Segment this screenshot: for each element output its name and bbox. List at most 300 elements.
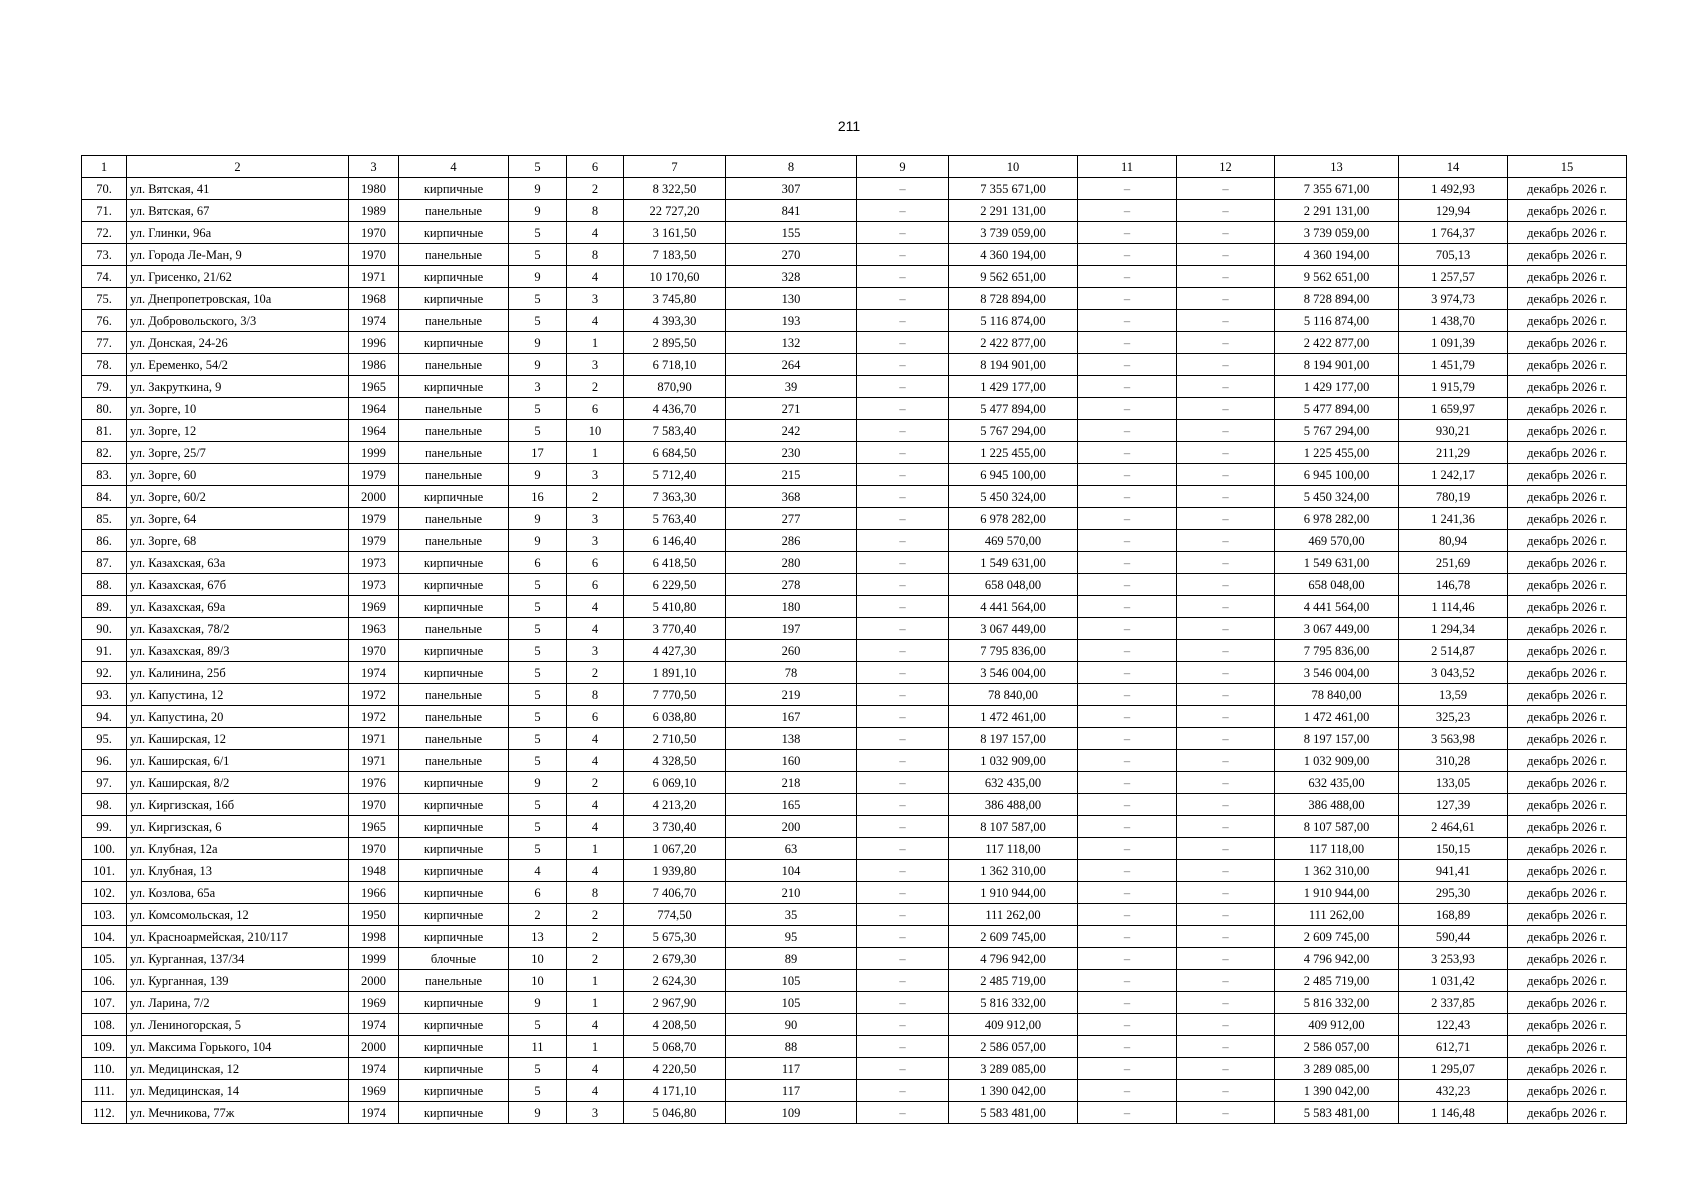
table-cell-col-5: 5: [509, 816, 567, 838]
table-cell-col-1: 112.: [82, 1102, 127, 1124]
table-cell-col-14: 146,78: [1399, 574, 1508, 596]
table-cell-col-13: 3 546 004,00: [1275, 662, 1399, 684]
table-cell-col-8: 104: [726, 860, 857, 882]
table-cell-col-12: –: [1177, 376, 1275, 398]
table-cell-col-7: 4 427,30: [624, 640, 726, 662]
table-cell-col-11: –: [1078, 486, 1177, 508]
table-cell-col-7: 3 730,40: [624, 816, 726, 838]
table-cell-col-9: –: [857, 222, 949, 244]
table-cell-col-14: 941,41: [1399, 860, 1508, 882]
table-cell-col-4: кирпичные: [399, 1058, 509, 1080]
table-cell-col-15: декабрь 2026 г.: [1508, 1036, 1627, 1058]
table-cell-col-4: кирпичные: [399, 662, 509, 684]
table-cell-col-15: декабрь 2026 г.: [1508, 552, 1627, 574]
table-cell-col-9: –: [857, 596, 949, 618]
table-cell-col-9: –: [857, 662, 949, 684]
table-cell-col-2: ул. Курганная, 137/34: [127, 948, 349, 970]
table-cell-col-1: 109.: [82, 1036, 127, 1058]
table-cell-col-4: панельные: [399, 354, 509, 376]
table-cell-col-8: 277: [726, 508, 857, 530]
table-cell-col-3: 1973: [349, 552, 399, 574]
table-cell-col-13: 1 362 310,00: [1275, 860, 1399, 882]
table-row: [82, 508, 1627, 530]
table-cell-col-4: кирпичные: [399, 1102, 509, 1124]
table-cell-col-15: декабрь 2026 г.: [1508, 618, 1627, 640]
table-cell-col-15: декабрь 2026 г.: [1508, 266, 1627, 288]
table-cell-col-3: 1999: [349, 948, 399, 970]
table-row: [82, 882, 1627, 904]
table-cell-col-13: 8 197 157,00: [1275, 728, 1399, 750]
table-row: [82, 618, 1627, 640]
table-cell-col-5: 6: [509, 882, 567, 904]
table-cell-col-11: –: [1078, 816, 1177, 838]
table-cell-col-3: 1969: [349, 992, 399, 1014]
table-cell-col-11: –: [1078, 772, 1177, 794]
table-cell-col-15: декабрь 2026 г.: [1508, 948, 1627, 970]
table-cell-col-5: 5: [509, 706, 567, 728]
table-cell-col-13: 1 549 631,00: [1275, 552, 1399, 574]
table-cell-col-8: 219: [726, 684, 857, 706]
table-cell-col-8: 368: [726, 486, 857, 508]
table-cell-col-1: 73.: [82, 244, 127, 266]
table-cell-col-12: –: [1177, 310, 1275, 332]
table-cell-col-14: 780,19: [1399, 486, 1508, 508]
table-cell-col-12: –: [1177, 464, 1275, 486]
table-cell-col-5: 9: [509, 332, 567, 354]
table-cell-col-2: ул. Красноармейская, 210/117: [127, 926, 349, 948]
table-cell-col-2: ул. Закруткина, 9: [127, 376, 349, 398]
column-header-13: 13: [1275, 156, 1399, 178]
table-cell-col-3: 1970: [349, 794, 399, 816]
table-row: [82, 310, 1627, 332]
table-cell-col-2: ул. Добровольского, 3/3: [127, 310, 349, 332]
table-cell-col-4: панельные: [399, 508, 509, 530]
table-cell-col-3: 1969: [349, 596, 399, 618]
table-cell-col-10: 5 767 294,00: [949, 420, 1078, 442]
table-cell-col-15: декабрь 2026 г.: [1508, 354, 1627, 376]
table-cell-col-1: 95.: [82, 728, 127, 750]
table-cell-col-7: 4 436,70: [624, 398, 726, 420]
table-cell-col-10: 117 118,00: [949, 838, 1078, 860]
table-cell-col-1: 88.: [82, 574, 127, 596]
column-header-2: 2: [127, 156, 349, 178]
table-cell-col-14: 1 114,46: [1399, 596, 1508, 618]
table-cell-col-1: 81.: [82, 420, 127, 442]
table-cell-col-6: 1: [567, 992, 624, 1014]
table-cell-col-10: 8 197 157,00: [949, 728, 1078, 750]
table-cell-col-6: 2: [567, 948, 624, 970]
table-cell-col-12: –: [1177, 684, 1275, 706]
table-cell-col-13: 2 485 719,00: [1275, 970, 1399, 992]
table-cell-col-10: 78 840,00: [949, 684, 1078, 706]
table-cell-col-14: 325,23: [1399, 706, 1508, 728]
table-cell-col-13: 1 429 177,00: [1275, 376, 1399, 398]
table-cell-col-9: –: [857, 552, 949, 574]
table-cell-col-9: –: [857, 860, 949, 882]
table-cell-col-8: 95: [726, 926, 857, 948]
table-cell-col-13: 469 570,00: [1275, 530, 1399, 552]
table-cell-col-14: 1 294,34: [1399, 618, 1508, 640]
table-cell-col-10: 1 032 909,00: [949, 750, 1078, 772]
table-cell-col-13: 2 422 877,00: [1275, 332, 1399, 354]
table-row: [82, 706, 1627, 728]
table-cell-col-3: 1972: [349, 684, 399, 706]
table-cell-col-9: –: [857, 838, 949, 860]
table-cell-col-9: –: [857, 442, 949, 464]
table-cell-col-11: –: [1078, 838, 1177, 860]
table-cell-col-6: 3: [567, 1102, 624, 1124]
table-cell-col-13: 658 048,00: [1275, 574, 1399, 596]
table-cell-col-7: 3 770,40: [624, 618, 726, 640]
table-cell-col-11: –: [1078, 948, 1177, 970]
table-cell-col-4: панельные: [399, 728, 509, 750]
table-cell-col-15: декабрь 2026 г.: [1508, 750, 1627, 772]
table-cell-col-11: –: [1078, 750, 1177, 772]
housing-repair-table: [81, 155, 1627, 1124]
table-row: [82, 354, 1627, 376]
table-cell-col-12: –: [1177, 1058, 1275, 1080]
table-cell-col-11: –: [1078, 420, 1177, 442]
table-cell-col-2: ул. Глинки, 96а: [127, 222, 349, 244]
table-cell-col-9: –: [857, 266, 949, 288]
table-cell-col-2: ул. Еременко, 54/2: [127, 354, 349, 376]
table-cell-col-14: 13,59: [1399, 684, 1508, 706]
table-cell-col-1: 92.: [82, 662, 127, 684]
table-cell-col-13: 8 728 894,00: [1275, 288, 1399, 310]
table-cell-col-10: 2 586 057,00: [949, 1036, 1078, 1058]
table-cell-col-6: 3: [567, 464, 624, 486]
column-header-5: 5: [509, 156, 567, 178]
table-cell-col-11: –: [1078, 1036, 1177, 1058]
table-cell-col-2: ул. Клубная, 13: [127, 860, 349, 882]
table-cell-col-12: –: [1177, 1036, 1275, 1058]
column-header-7: 7: [624, 156, 726, 178]
table-cell-col-7: 7 183,50: [624, 244, 726, 266]
table-cell-col-12: –: [1177, 1080, 1275, 1102]
table-cell-col-12: –: [1177, 552, 1275, 574]
table-cell-col-13: 8 107 587,00: [1275, 816, 1399, 838]
table-cell-col-14: 590,44: [1399, 926, 1508, 948]
table-cell-col-2: ул. Каширская, 12: [127, 728, 349, 750]
table-cell-col-8: 271: [726, 398, 857, 420]
table-cell-col-1: 77.: [82, 332, 127, 354]
table-cell-col-12: –: [1177, 794, 1275, 816]
table-cell-col-11: –: [1078, 178, 1177, 200]
table-cell-col-12: –: [1177, 640, 1275, 662]
table-cell-col-5: 3: [509, 376, 567, 398]
table-cell-col-11: –: [1078, 926, 1177, 948]
table-cell-col-4: кирпичные: [399, 816, 509, 838]
table-cell-col-2: ул. Донская, 24-26: [127, 332, 349, 354]
table-cell-col-10: 469 570,00: [949, 530, 1078, 552]
table-cell-col-4: кирпичные: [399, 860, 509, 882]
table-cell-col-6: 4: [567, 1058, 624, 1080]
table-row: [82, 200, 1627, 222]
table-cell-col-9: –: [857, 618, 949, 640]
table-row: [82, 794, 1627, 816]
table-cell-col-5: 5: [509, 574, 567, 596]
table-cell-col-11: –: [1078, 442, 1177, 464]
table-cell-col-3: 1948: [349, 860, 399, 882]
table-row: [82, 662, 1627, 684]
table-cell-col-15: декабрь 2026 г.: [1508, 838, 1627, 860]
table-cell-col-8: 193: [726, 310, 857, 332]
table-cell-col-1: 100.: [82, 838, 127, 860]
table-cell-col-1: 97.: [82, 772, 127, 794]
table-cell-col-12: –: [1177, 1014, 1275, 1036]
table-row: [82, 948, 1627, 970]
table-cell-col-15: декабрь 2026 г.: [1508, 992, 1627, 1014]
table-cell-col-1: 98.: [82, 794, 127, 816]
table-cell-col-1: 90.: [82, 618, 127, 640]
table-cell-col-13: 5 583 481,00: [1275, 1102, 1399, 1124]
table-cell-col-3: 1971: [349, 266, 399, 288]
table-cell-col-3: 1965: [349, 376, 399, 398]
table-cell-col-3: 1968: [349, 288, 399, 310]
table-cell-col-11: –: [1078, 1080, 1177, 1102]
table-cell-col-2: ул. Клубная, 12а: [127, 838, 349, 860]
table-row: [82, 398, 1627, 420]
table-cell-col-4: кирпичные: [399, 992, 509, 1014]
table-cell-col-14: 3 974,73: [1399, 288, 1508, 310]
table-cell-col-10: 111 262,00: [949, 904, 1078, 926]
table-cell-col-6: 4: [567, 266, 624, 288]
table-cell-col-6: 6: [567, 574, 624, 596]
table-cell-col-15: декабрь 2026 г.: [1508, 640, 1627, 662]
table-cell-col-2: ул. Медицинская, 14: [127, 1080, 349, 1102]
table-cell-col-10: 1 549 631,00: [949, 552, 1078, 574]
table-cell-col-10: 3 289 085,00: [949, 1058, 1078, 1080]
table-cell-col-13: 1 390 042,00: [1275, 1080, 1399, 1102]
table-cell-col-6: 4: [567, 816, 624, 838]
table-cell-col-1: 74.: [82, 266, 127, 288]
table-cell-col-5: 10: [509, 970, 567, 992]
table-cell-col-4: кирпичные: [399, 772, 509, 794]
table-cell-col-5: 5: [509, 662, 567, 684]
table-cell-col-14: 1 764,37: [1399, 222, 1508, 244]
table-cell-col-2: ул. Зорге, 25/7: [127, 442, 349, 464]
table-cell-col-8: 328: [726, 266, 857, 288]
table-cell-col-6: 2: [567, 178, 624, 200]
table-cell-col-15: декабрь 2026 г.: [1508, 574, 1627, 596]
table-cell-col-8: 78: [726, 662, 857, 684]
table-cell-col-3: 1996: [349, 332, 399, 354]
table-cell-col-11: –: [1078, 992, 1177, 1014]
table-cell-col-8: 130: [726, 288, 857, 310]
table-cell-col-11: –: [1078, 970, 1177, 992]
table-cell-col-4: кирпичные: [399, 640, 509, 662]
table-row: [82, 684, 1627, 706]
column-header-14: 14: [1399, 156, 1508, 178]
table-row: [82, 1014, 1627, 1036]
table-cell-col-14: 80,94: [1399, 530, 1508, 552]
table-cell-col-2: ул. Казахская, 78/2: [127, 618, 349, 640]
table-cell-col-11: –: [1078, 266, 1177, 288]
table-cell-col-13: 5 477 894,00: [1275, 398, 1399, 420]
table-cell-col-7: 6 146,40: [624, 530, 726, 552]
table-cell-col-11: –: [1078, 244, 1177, 266]
table-row: [82, 596, 1627, 618]
table-cell-col-8: 218: [726, 772, 857, 794]
table-cell-col-12: –: [1177, 860, 1275, 882]
table-cell-col-6: 4: [567, 310, 624, 332]
table-cell-col-12: –: [1177, 948, 1275, 970]
table-cell-col-2: ул. Мечникова, 77ж: [127, 1102, 349, 1124]
table-cell-col-7: 1 067,20: [624, 838, 726, 860]
table-cell-col-14: 1 492,93: [1399, 178, 1508, 200]
table-cell-col-8: 39: [726, 376, 857, 398]
table-cell-col-1: 80.: [82, 398, 127, 420]
table-cell-col-7: 2 710,50: [624, 728, 726, 750]
table-cell-col-15: декабрь 2026 г.: [1508, 816, 1627, 838]
table-cell-col-10: 3 546 004,00: [949, 662, 1078, 684]
table-cell-col-9: –: [857, 728, 949, 750]
table-cell-col-7: 5 675,30: [624, 926, 726, 948]
table-cell-col-10: 1 225 455,00: [949, 442, 1078, 464]
table-cell-col-11: –: [1078, 728, 1177, 750]
table-cell-col-8: 197: [726, 618, 857, 640]
table-cell-col-1: 107.: [82, 992, 127, 1014]
table-cell-col-5: 5: [509, 420, 567, 442]
table-cell-col-15: декабрь 2026 г.: [1508, 398, 1627, 420]
table-cell-col-11: –: [1078, 508, 1177, 530]
table-cell-col-9: –: [857, 1058, 949, 1080]
table-cell-col-3: 1976: [349, 772, 399, 794]
table-row: [82, 1080, 1627, 1102]
table-cell-col-4: кирпичные: [399, 332, 509, 354]
table-row: [82, 750, 1627, 772]
table-cell-col-9: –: [857, 574, 949, 596]
table-cell-col-10: 7 355 671,00: [949, 178, 1078, 200]
table-cell-col-11: –: [1078, 574, 1177, 596]
table-cell-col-10: 6 978 282,00: [949, 508, 1078, 530]
table-cell-col-2: ул. Козлова, 65а: [127, 882, 349, 904]
table-cell-col-14: 1 659,97: [1399, 398, 1508, 420]
column-header-1: 1: [82, 156, 127, 178]
table-cell-col-3: 1986: [349, 354, 399, 376]
table-cell-col-3: 2000: [349, 486, 399, 508]
table-cell-col-15: декабрь 2026 г.: [1508, 442, 1627, 464]
table-cell-col-9: –: [857, 1036, 949, 1058]
table-cell-col-8: 117: [726, 1080, 857, 1102]
table-cell-col-4: кирпичные: [399, 904, 509, 926]
table-cell-col-9: –: [857, 706, 949, 728]
table-cell-col-13: 1 032 909,00: [1275, 750, 1399, 772]
table-cell-col-9: –: [857, 420, 949, 442]
table-cell-col-13: 2 586 057,00: [1275, 1036, 1399, 1058]
table-cell-col-15: декабрь 2026 г.: [1508, 970, 1627, 992]
table-cell-col-2: ул. Вятская, 67: [127, 200, 349, 222]
table-cell-col-13: 6 945 100,00: [1275, 464, 1399, 486]
table-cell-col-6: 1: [567, 1036, 624, 1058]
table-cell-col-5: 5: [509, 750, 567, 772]
table-cell-col-5: 5: [509, 222, 567, 244]
table-cell-col-5: 13: [509, 926, 567, 948]
table-cell-col-3: 1974: [349, 1014, 399, 1036]
table-cell-col-11: –: [1078, 1058, 1177, 1080]
table-cell-col-8: 242: [726, 420, 857, 442]
table-cell-col-2: ул. Капустина, 20: [127, 706, 349, 728]
table-cell-col-14: 1 915,79: [1399, 376, 1508, 398]
table-cell-col-5: 5: [509, 640, 567, 662]
table-cell-col-11: –: [1078, 354, 1177, 376]
table-cell-col-4: кирпичные: [399, 1080, 509, 1102]
table-cell-col-12: –: [1177, 750, 1275, 772]
table-cell-col-12: –: [1177, 288, 1275, 310]
table-cell-col-11: –: [1078, 794, 1177, 816]
table-cell-col-2: ул. Казахская, 63а: [127, 552, 349, 574]
table-cell-col-5: 9: [509, 530, 567, 552]
table-cell-col-9: –: [857, 816, 949, 838]
table-row: [82, 838, 1627, 860]
table-cell-col-2: ул. Медицинская, 12: [127, 1058, 349, 1080]
table-cell-col-9: –: [857, 486, 949, 508]
table-cell-col-9: –: [857, 750, 949, 772]
table-cell-col-5: 2: [509, 904, 567, 926]
table-cell-col-2: ул. Днепропетровская, 10а: [127, 288, 349, 310]
table-row: [82, 1058, 1627, 1080]
table-cell-col-12: –: [1177, 706, 1275, 728]
table-row: [82, 816, 1627, 838]
table-cell-col-9: –: [857, 926, 949, 948]
column-header-8: 8: [726, 156, 857, 178]
table-cell-col-11: –: [1078, 530, 1177, 552]
table-cell-col-8: 215: [726, 464, 857, 486]
table-cell-col-5: 17: [509, 442, 567, 464]
table-cell-col-5: 4: [509, 860, 567, 882]
table-cell-col-6: 2: [567, 904, 624, 926]
table-cell-col-15: декабрь 2026 г.: [1508, 1014, 1627, 1036]
table-cell-col-7: 2 895,50: [624, 332, 726, 354]
table-cell-col-7: 22 727,20: [624, 200, 726, 222]
table-cell-col-4: панельные: [399, 420, 509, 442]
table-cell-col-14: 3 043,52: [1399, 662, 1508, 684]
table-row: [82, 640, 1627, 662]
table-cell-col-15: декабрь 2026 г.: [1508, 904, 1627, 926]
table-cell-col-5: 5: [509, 728, 567, 750]
table-cell-col-9: –: [857, 398, 949, 420]
table-cell-col-10: 1 429 177,00: [949, 376, 1078, 398]
table-cell-col-15: декабрь 2026 г.: [1508, 420, 1627, 442]
table-cell-col-9: –: [857, 376, 949, 398]
table-cell-col-6: 4: [567, 596, 624, 618]
table-cell-col-4: панельные: [399, 706, 509, 728]
table-cell-col-6: 3: [567, 354, 624, 376]
table-cell-col-10: 2 291 131,00: [949, 200, 1078, 222]
table-cell-col-5: 9: [509, 992, 567, 1014]
table-cell-col-5: 5: [509, 398, 567, 420]
table-cell-col-1: 108.: [82, 1014, 127, 1036]
table-cell-col-3: 1998: [349, 926, 399, 948]
table-cell-col-1: 85.: [82, 508, 127, 530]
table-cell-col-6: 8: [567, 684, 624, 706]
table-cell-col-9: –: [857, 992, 949, 1014]
table-cell-col-10: 4 441 564,00: [949, 596, 1078, 618]
table-cell-col-13: 4 796 942,00: [1275, 948, 1399, 970]
column-header-12: 12: [1177, 156, 1275, 178]
table-cell-col-3: 1974: [349, 1058, 399, 1080]
table-cell-col-8: 90: [726, 1014, 857, 1036]
table-row: [82, 772, 1627, 794]
table-cell-col-6: 8: [567, 882, 624, 904]
table-cell-col-7: 1 939,80: [624, 860, 726, 882]
table-cell-col-15: декабрь 2026 г.: [1508, 860, 1627, 882]
table-cell-col-8: 200: [726, 816, 857, 838]
table-cell-col-13: 409 912,00: [1275, 1014, 1399, 1036]
table-row: [82, 728, 1627, 750]
table-cell-col-4: кирпичные: [399, 574, 509, 596]
table-cell-col-3: 1969: [349, 1080, 399, 1102]
